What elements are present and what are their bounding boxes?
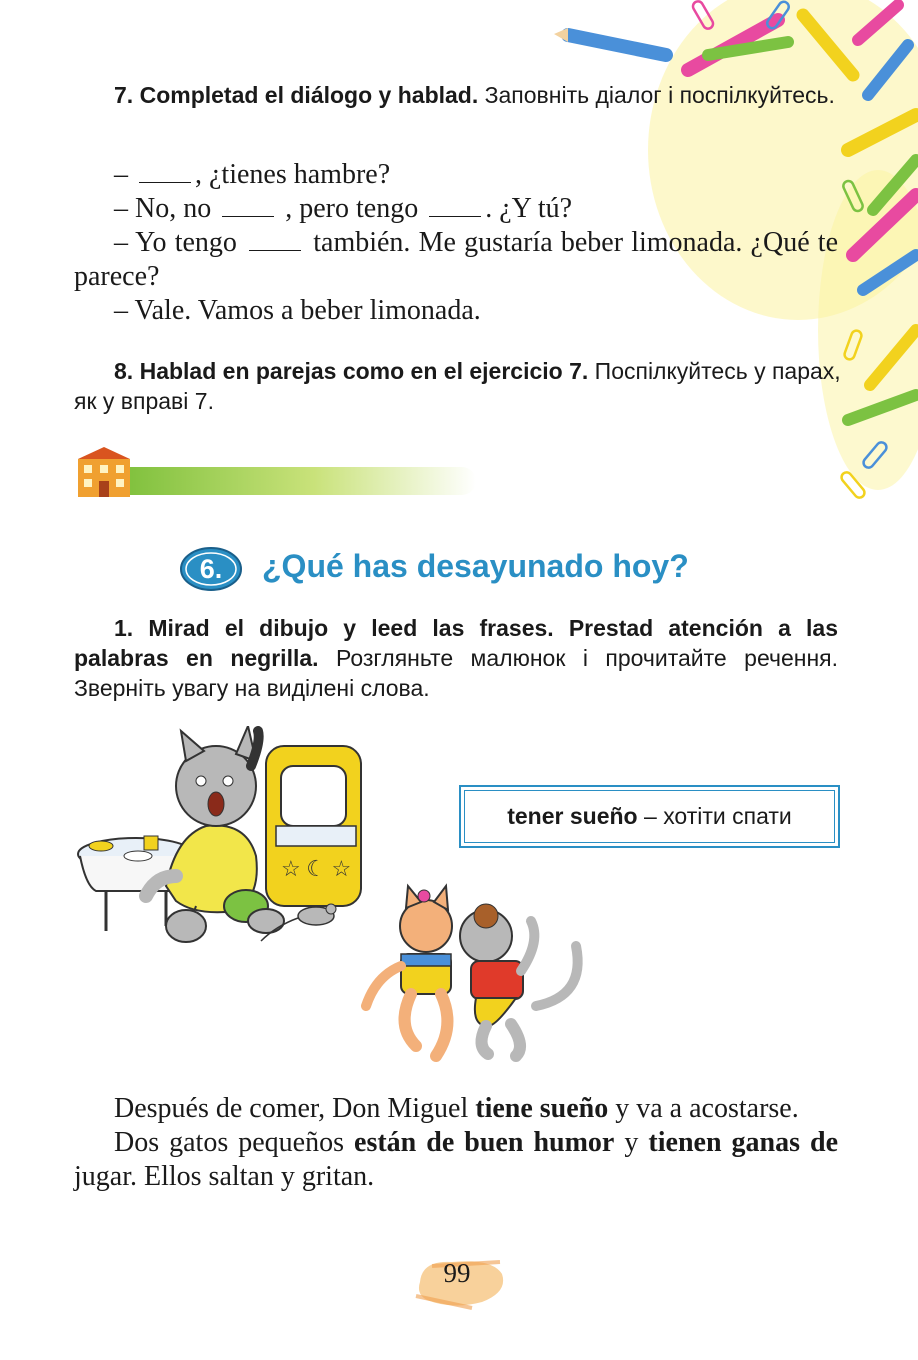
vocabulary-term: tener sueño: [507, 803, 638, 829]
reading-text: [74, 1092, 838, 1194]
reading-text-span: y: [614, 1127, 649, 1158]
lesson-number: 6.: [199, 553, 223, 584]
gray-kitten-drawing: [460, 904, 578, 1056]
house-icon: [78, 447, 130, 497]
vocabulary-dash: –: [637, 803, 664, 829]
highlighted-phrase: están de buen humor: [354, 1127, 615, 1158]
dialog-text: – No, no: [114, 193, 219, 224]
dialog-text: , ¿tienes hambre?: [195, 159, 391, 190]
exercise-7-instruction-uk: Заповніть діалог і поспілкуйтесь.: [484, 82, 835, 108]
dialog-text: – Yo tengo: [114, 227, 246, 258]
reading-paragraph-2: [74, 1126, 838, 1194]
bed-drawing: [266, 746, 361, 906]
exercise-8-number: 8.: [114, 358, 134, 384]
exercise-1-instruction: [74, 613, 838, 703]
exercise-8-instruction-uk: Поспілкуйтесь у парах, як у вправі 7.: [74, 358, 841, 414]
dialog-text: . ¿Y tú?: [485, 193, 573, 224]
dialog-line-2: [74, 192, 838, 226]
lesson-title: ¿Qué has desayunado hoy?: [262, 548, 689, 584]
dialog-text: –: [114, 159, 135, 190]
dialog-text: también. Me gustaría beber limonada. ¿Qué te parece?: [74, 227, 839, 292]
dialog-line-3: [74, 226, 838, 294]
exercise-1-number: 1.: [114, 615, 134, 641]
dialog: [74, 158, 838, 328]
vocabulary-translation: хотіти спати: [663, 803, 792, 829]
highlighted-phrase: tiene sueño: [475, 1093, 609, 1124]
reading-text-span: Después de comer, Don Miguel: [114, 1093, 476, 1124]
answer-blank: [249, 233, 301, 251]
orange-kitten-drawing: [366, 886, 452, 1056]
exercise-7-instruction: [74, 80, 838, 110]
exercise-1-instruction-es: Mirad el dibujo y leed las frases. Prestad atención a las palabras en negrilla.: [74, 615, 838, 671]
svg-text:☆ ☾ ☆: ☆ ☾ ☆: [281, 856, 352, 881]
dialog-text: , pero tengo: [278, 193, 426, 224]
exercise-7-number: 7.: [114, 82, 134, 108]
dialog-line-1: [74, 158, 838, 192]
answer-blank: [429, 199, 481, 217]
dialog-text: – Vale. Vamos a beber limonada.: [114, 295, 481, 326]
dialog-line-4: [74, 294, 838, 328]
exercise-8-instruction-es: Hablad en parejas como en el ejercicio 7.: [139, 358, 589, 384]
page-number: 99: [443, 1258, 471, 1288]
reading-paragraph-1: [74, 1092, 838, 1126]
exercise-7-instruction-es: Completad el diálogo y hablad.: [139, 82, 479, 108]
highlighted-phrase: tienen ganas de: [648, 1127, 839, 1158]
reading-text-span: y va a acostarse.: [608, 1093, 799, 1124]
answer-blank: [222, 199, 274, 217]
answer-blank: [139, 165, 191, 183]
exercise-8-instruction: [74, 356, 844, 416]
reading-text-span: jugar. Ellos saltan y gritan.: [74, 1161, 375, 1192]
vocabulary-box: [459, 785, 840, 848]
cats-illustration: [76, 726, 596, 1071]
exercise-1-instruction-uk: Розгляньте малюнок і прочитайте речення. Зверніть увагу на виділені слова.: [74, 645, 839, 701]
vocabulary-entry: [464, 790, 835, 843]
home-section-divider: [76, 443, 476, 499]
reading-text-span: Dos gatos pequeños: [114, 1127, 355, 1158]
